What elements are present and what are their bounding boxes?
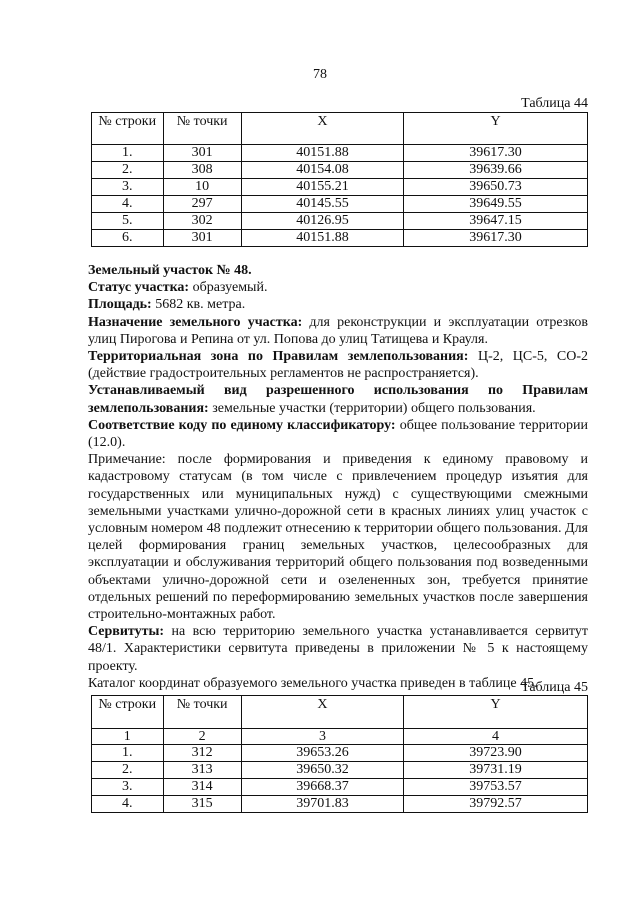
header-x: X: [241, 113, 403, 145]
index-cell: 1: [92, 729, 164, 745]
plot-use: Устанавливаемый вид разрешенного использования по Правилам землепользования: земельные участки (территории) общего пользования.: [88, 383, 588, 416]
table-44-body: [92, 145, 588, 247]
x-cell: 40126.95: [241, 213, 403, 230]
table-44-caption: Таблица 44: [521, 96, 588, 111]
table-row: [92, 145, 588, 162]
table-row: [92, 179, 588, 196]
y-cell: 39792.57: [404, 796, 588, 813]
point-number-cell: 297: [163, 196, 241, 213]
catalog-reference: Каталог координат образуемого земельного участка приведен в таблице 45.: [88, 675, 538, 691]
table-row: [92, 745, 588, 762]
point-number-cell: 315: [163, 796, 241, 813]
header-x: X: [241, 696, 403, 729]
plot-description: [88, 262, 588, 692]
row-number-cell: 3.: [92, 779, 164, 796]
plot-area: Площадь: 5682 кв. метра.: [88, 297, 246, 313]
row-number-cell: 2.: [92, 762, 164, 779]
table-row: [92, 213, 588, 230]
header-point-no: № точки: [163, 696, 241, 729]
x-cell: 40155.21: [241, 179, 403, 196]
point-number-cell: 301: [163, 145, 241, 162]
point-number-cell: 313: [163, 762, 241, 779]
point-number-cell: 301: [163, 230, 241, 247]
y-cell: 39649.55: [404, 196, 588, 213]
x-cell: 39701.83: [241, 796, 403, 813]
x-cell: 39653.26: [241, 745, 403, 762]
y-cell: 39639.66: [404, 162, 588, 179]
table-row: [92, 162, 588, 179]
row-number-cell: 4.: [92, 196, 164, 213]
plot-servitude: Сервитуты: на всю территорию земельного участка устанавливается сервитут 48/1. Характеристики сервитута приведены в приложении № 5 к настоящему проекту.: [88, 624, 588, 674]
point-number-cell: 10: [163, 179, 241, 196]
header-row-no: № строки: [92, 113, 164, 145]
table-row: [92, 196, 588, 213]
page-number: 78: [313, 67, 327, 82]
y-cell: 39723.90: [404, 745, 588, 762]
index-cell: 4: [404, 729, 588, 745]
plot-zone: Территориальная зона по Правилам землепользования: Ц-2, ЦС-5, СО-2 (действие градостроительных регламентов не распространяется).: [88, 349, 588, 382]
row-number-cell: 4.: [92, 796, 164, 813]
plot-note: Примечание: после формирования и приведения к единому правовому и кадастровому статусам (в том числе с привлечением процедур изъятия для государственных или муниципальных нужд) с существующими смежными земельными участками улично-дорожной сети в красных линиях улиц участок с условным номером 48 подлежит отнесению к территории общего пользования. Для целей формирования границ земельных участков, целесообразных для эксплуатации и обслуживания территорий общего пользования под возведенными объектами улично-дорожной сети и озелененных зон, требуется принятие отдельных решений по переформированию земельных участков после завершения строительно-монтажных работ.: [88, 452, 588, 623]
table-45-body: [92, 745, 588, 813]
y-cell: 39617.30: [404, 145, 588, 162]
row-number-cell: 3.: [92, 179, 164, 196]
x-cell: 39650.32: [241, 762, 403, 779]
x-cell: 40145.55: [241, 196, 403, 213]
plot-code: Соответствие коду по единому классификатору: общее пользование территории (12.0).: [88, 417, 588, 451]
header-y: Y: [404, 113, 588, 145]
y-cell: 39647.15: [404, 213, 588, 230]
plot-status: Статус участка: образуемый.: [88, 280, 268, 296]
y-cell: 39650.73: [404, 179, 588, 196]
row-number-cell: 1.: [92, 145, 164, 162]
row-number-cell: 5.: [92, 213, 164, 230]
x-cell: 40154.08: [241, 162, 403, 179]
table-row: [92, 762, 588, 779]
table-45: [91, 695, 588, 813]
row-number-cell: 1.: [92, 745, 164, 762]
point-number-cell: 314: [163, 779, 241, 796]
table-row: [92, 796, 588, 813]
table-45-caption: Таблица 45: [521, 680, 588, 695]
table-44: [91, 112, 588, 247]
row-number-cell: 6.: [92, 230, 164, 247]
header-y: Y: [404, 696, 588, 729]
point-number-cell: 302: [163, 213, 241, 230]
header-point-no: № точки: [163, 113, 241, 145]
row-number-cell: 2.: [92, 162, 164, 179]
point-number-cell: 308: [163, 162, 241, 179]
point-number-cell: 312: [163, 745, 241, 762]
index-cell: 2: [163, 729, 241, 745]
plot-purpose: Назначение земельного участка: для реконструкции и эксплуатации отрезков улиц Пирогова и Репина от ул. Попова до улиц Татищева и Крауля.: [88, 314, 589, 347]
index-cell: 3: [241, 729, 403, 745]
x-cell: 39668.37: [241, 779, 403, 796]
header-row-no: № строки: [92, 696, 164, 729]
x-cell: 40151.88: [241, 230, 403, 247]
table-row: [92, 779, 588, 796]
y-cell: 39753.57: [404, 779, 588, 796]
x-cell: 40151.88: [241, 145, 403, 162]
plot-title: Земельный участок № 48.: [88, 263, 252, 278]
y-cell: 39731.19: [404, 762, 588, 779]
y-cell: 39617.30: [404, 230, 588, 247]
table-row: [92, 230, 588, 247]
